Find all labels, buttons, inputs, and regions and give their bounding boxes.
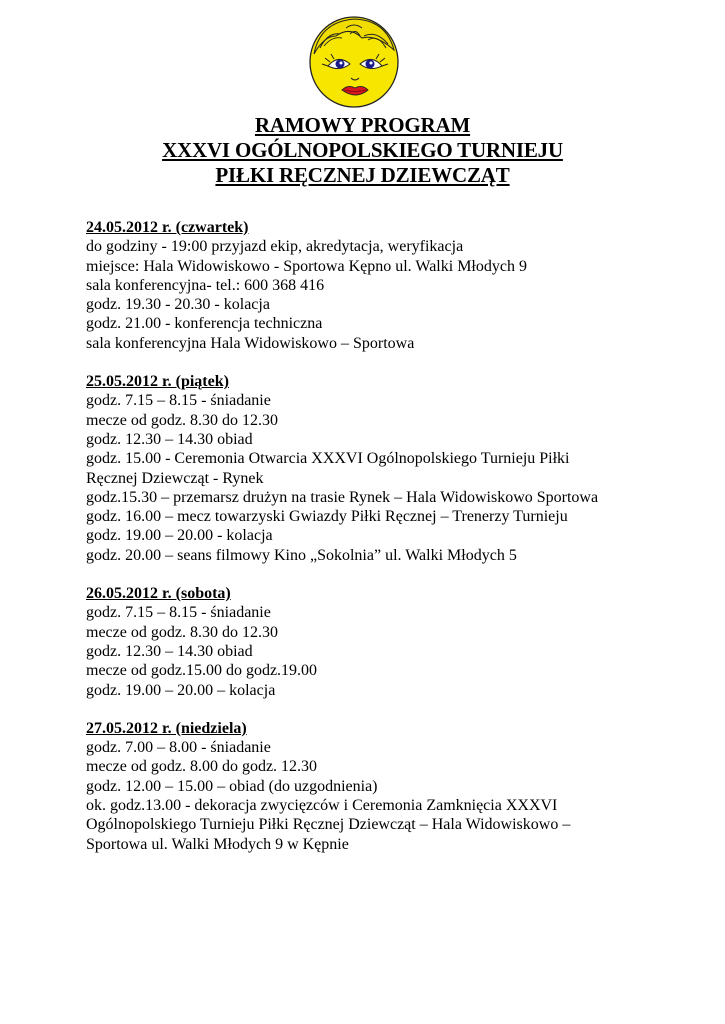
schedule-line: do godziny - 19:00 przyjazd ekip, akredytacja, weryfikacja <box>86 238 464 256</box>
title-line-1: RAMOWY PROGRAM <box>254 113 471 137</box>
day-section-sunday <box>86 719 646 854</box>
schedule-line: sala konferencyjna Hala Widowiskowo – Sportowa <box>86 334 415 352</box>
schedule-line: mecze od godz. 8.30 do 12.30 <box>86 411 278 429</box>
schedule-line: godz. 7.15 – 8.15 - śniadanie <box>86 392 271 410</box>
day-heading: 26.05.2012 r. (sobota) <box>86 585 231 603</box>
doll-face-logo-icon <box>306 14 402 110</box>
title-line-2: XXXVI OGÓLNOPOLSKIEGO TURNIEJU <box>162 138 563 162</box>
schedule-line: Ręcznej Dziewcząt - Rynek <box>86 469 264 487</box>
schedule-line: godz. 12.30 – 14.30 obiad <box>86 642 253 660</box>
schedule-line: godz. 19.30 - 20.30 - kolacja <box>86 296 270 314</box>
day-section-friday <box>86 372 646 565</box>
document-title <box>0 113 725 188</box>
schedule-line: godz. 20.00 – seans filmowy Kino „Sokolnia” ul. Walki Młodych 5 <box>86 546 517 564</box>
title-line-3: PIŁKI RĘCZNEJ DZIEWCZĄT <box>215 163 510 187</box>
schedule-line: sala konferencyjna- tel.: 600 368 416 <box>86 276 325 294</box>
schedule-line: ok. godz.13.00 - dekoracja zwycięzców i Ceremonia Zamknięcia XXXVI <box>86 797 558 815</box>
day-section-saturday <box>86 584 646 700</box>
schedule-line: godz. 7.15 – 8.15 - śniadanie <box>86 604 271 622</box>
schedule-line: godz. 15.00 - Ceremonia Otwarcia XXXVI Ogólnopolskiego Turnieju Piłki <box>86 450 570 468</box>
schedule-line: godz. 21.00 - konferencja techniczna <box>86 315 323 333</box>
schedule-line: mecze od godz. 8.00 do godz. 12.30 <box>86 758 318 776</box>
schedule-line: mecze od godz. 8.30 do 12.30 <box>86 623 278 641</box>
schedule-line: godz. 16.00 – mecz towarzyski Gwiazdy Piłki Ręcznej – Trenerzy Turnieju <box>86 508 568 526</box>
schedule-line: godz. 19.00 – 20.00 - kolacja <box>86 527 273 545</box>
schedule-line: godz. 12.30 – 14.30 obiad <box>86 430 253 448</box>
day-heading: 25.05.2012 r. (piątek) <box>86 373 229 391</box>
schedule-line: godz.15.30 – przemarsz drużyn na trasie Rynek – Hala Widowiskowo Sportowa <box>86 488 599 506</box>
program-content <box>86 218 646 873</box>
schedule-line: godz. 19.00 – 20.00 – kolacja <box>86 681 276 699</box>
day-heading: 24.05.2012 r. (czwartek) <box>86 219 249 236</box>
schedule-line: mecze od godz.15.00 do godz.19.00 <box>86 662 318 680</box>
day-section-thursday <box>86 218 646 353</box>
day-heading: 27.05.2012 r. (niedziela) <box>86 719 247 737</box>
schedule-line: miejsce: Hala Widowiskowo - Sportowa Kępno ul. Walki Młodych 9 <box>86 257 527 275</box>
schedule-line: godz. 12.00 – 15.00 – obiad (do uzgodnienia) <box>86 777 378 795</box>
schedule-line: Ogólnopolskiego Turnieju Piłki Ręcznej Dziewcząt – Hala Widowiskowo – <box>86 816 571 834</box>
schedule-line: Sportowa ul. Walki Młodych 9 w Kępnie <box>86 835 349 853</box>
schedule-line: godz. 7.00 – 8.00 - śniadanie <box>86 739 271 757</box>
